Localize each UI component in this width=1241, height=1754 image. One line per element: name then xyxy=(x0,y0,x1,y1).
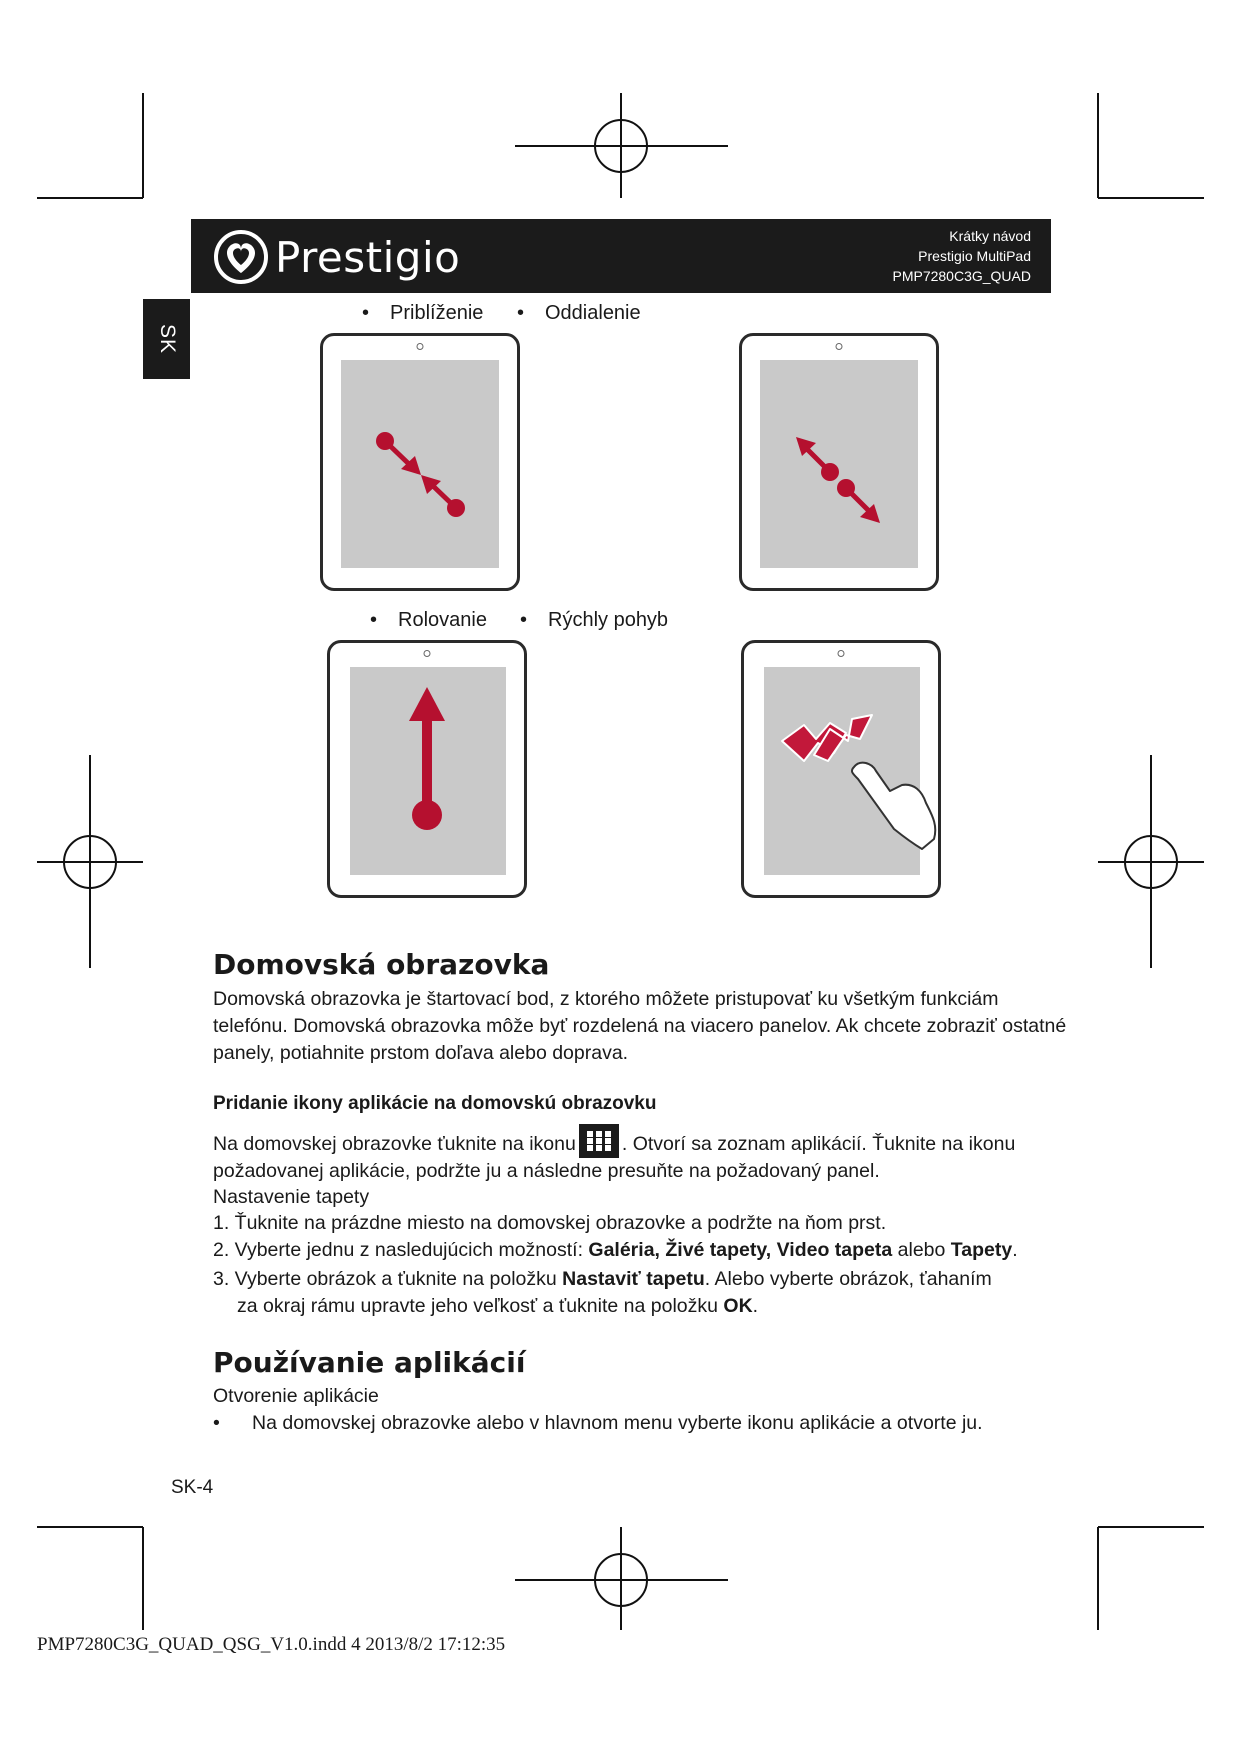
gesture-label-zoom-out: • Oddialenie xyxy=(517,302,641,324)
section-title-apps: Používanie aplikácií xyxy=(213,1346,526,1379)
apps-grid-icon xyxy=(579,1124,619,1158)
header-info xyxy=(892,226,1031,286)
bullet: • xyxy=(517,302,525,324)
header-doc-type: Krátky návod xyxy=(949,228,1031,244)
wallpaper-step-3-cont: za okraj rámu upravte jeho veľkosť a ťuknite na položku OK. xyxy=(237,1295,759,1317)
bullet: • xyxy=(362,302,370,324)
tablet-zoom-out xyxy=(739,333,939,591)
gesture-label-flick: • Rýchly pohyb xyxy=(520,609,669,631)
apps-bullet-item: • Na domovskej obrazovke alebo v hlavnom menu vyberte ikonu aplikácie a otvorte ju. xyxy=(213,1412,983,1434)
page-number: SK-4 xyxy=(171,1477,214,1498)
home-description: Domovská obrazovka je štartovací bod, z ktorého môžete pristupovať ku všetkým funkciám telefónu. Domovská obrazovka môže byť rozdelená na viacero panelov. Ak chcete zobraziť ostatné panely, potiahnite prstom doľava alebo doprava. xyxy=(213,988,1067,1064)
section-title-home: Domovská obrazovka xyxy=(213,948,550,981)
pinch-in-icon xyxy=(323,336,517,588)
language-code: SK xyxy=(155,323,179,355)
scroll-up-icon xyxy=(330,643,524,895)
bullet: • xyxy=(213,1412,220,1434)
gesture-label-zoom-in: • Priblíženie xyxy=(362,302,484,324)
wallpaper-step-2: 2. Vyberte jednu z nasledujúcich možností: Galéria, Živé tapety, Video tapeta alebo Tapety. xyxy=(213,1239,1018,1261)
wallpaper-step-3: 3. Vyberte obrázok a ťuknite na položku Nastaviť tapetu. Alebo vyberte obrázok, ťahaním xyxy=(213,1268,992,1290)
language-tab xyxy=(143,299,190,379)
wallpaper-step-1: 1. Ťuknite na prázdne miesto na domovskej obrazovke a podržte na ňom prst. xyxy=(213,1212,887,1234)
prestigio-crest-icon xyxy=(213,229,269,285)
flick-gesture-icon xyxy=(744,643,964,895)
add-icon-line-1: Na domovskej obrazovke ťuknite na ikonu . Otvorí sa zoznam aplikácií. Ťuknite na ikonu xyxy=(213,1124,1015,1158)
tablet-scroll xyxy=(327,640,527,898)
brand-wordmark: Prestigio xyxy=(275,233,461,282)
header-bar xyxy=(191,219,1051,293)
subsection-title-add-icon: Pridanie ikony aplikácie na domovskú obrazovku xyxy=(213,1093,657,1114)
tablet-zoom-in xyxy=(320,333,520,591)
apps-subtitle: Otvorenie aplikácie xyxy=(213,1385,379,1407)
wallpaper-title: Nastavenie tapety xyxy=(213,1186,370,1208)
prestigio-logo xyxy=(213,229,513,285)
bullet: • xyxy=(370,609,378,631)
add-icon-line-2: požadovanej aplikácie, podržte ju a následne presuňte na požadovaný panel. xyxy=(213,1160,880,1182)
header-model: PMP7280C3G_QUAD xyxy=(892,268,1031,284)
gesture-label-scroll: • Rolovanie xyxy=(370,609,487,631)
print-slug: PMP7280C3G_QUAD_QSG_V1.0.indd 4 2013/8/2 17:12:35 xyxy=(37,1634,506,1655)
pinch-out-icon xyxy=(742,336,936,588)
bullet: • xyxy=(520,609,528,631)
tablet-flick xyxy=(741,640,941,898)
header-product: Prestigio MultiPad xyxy=(918,248,1031,264)
